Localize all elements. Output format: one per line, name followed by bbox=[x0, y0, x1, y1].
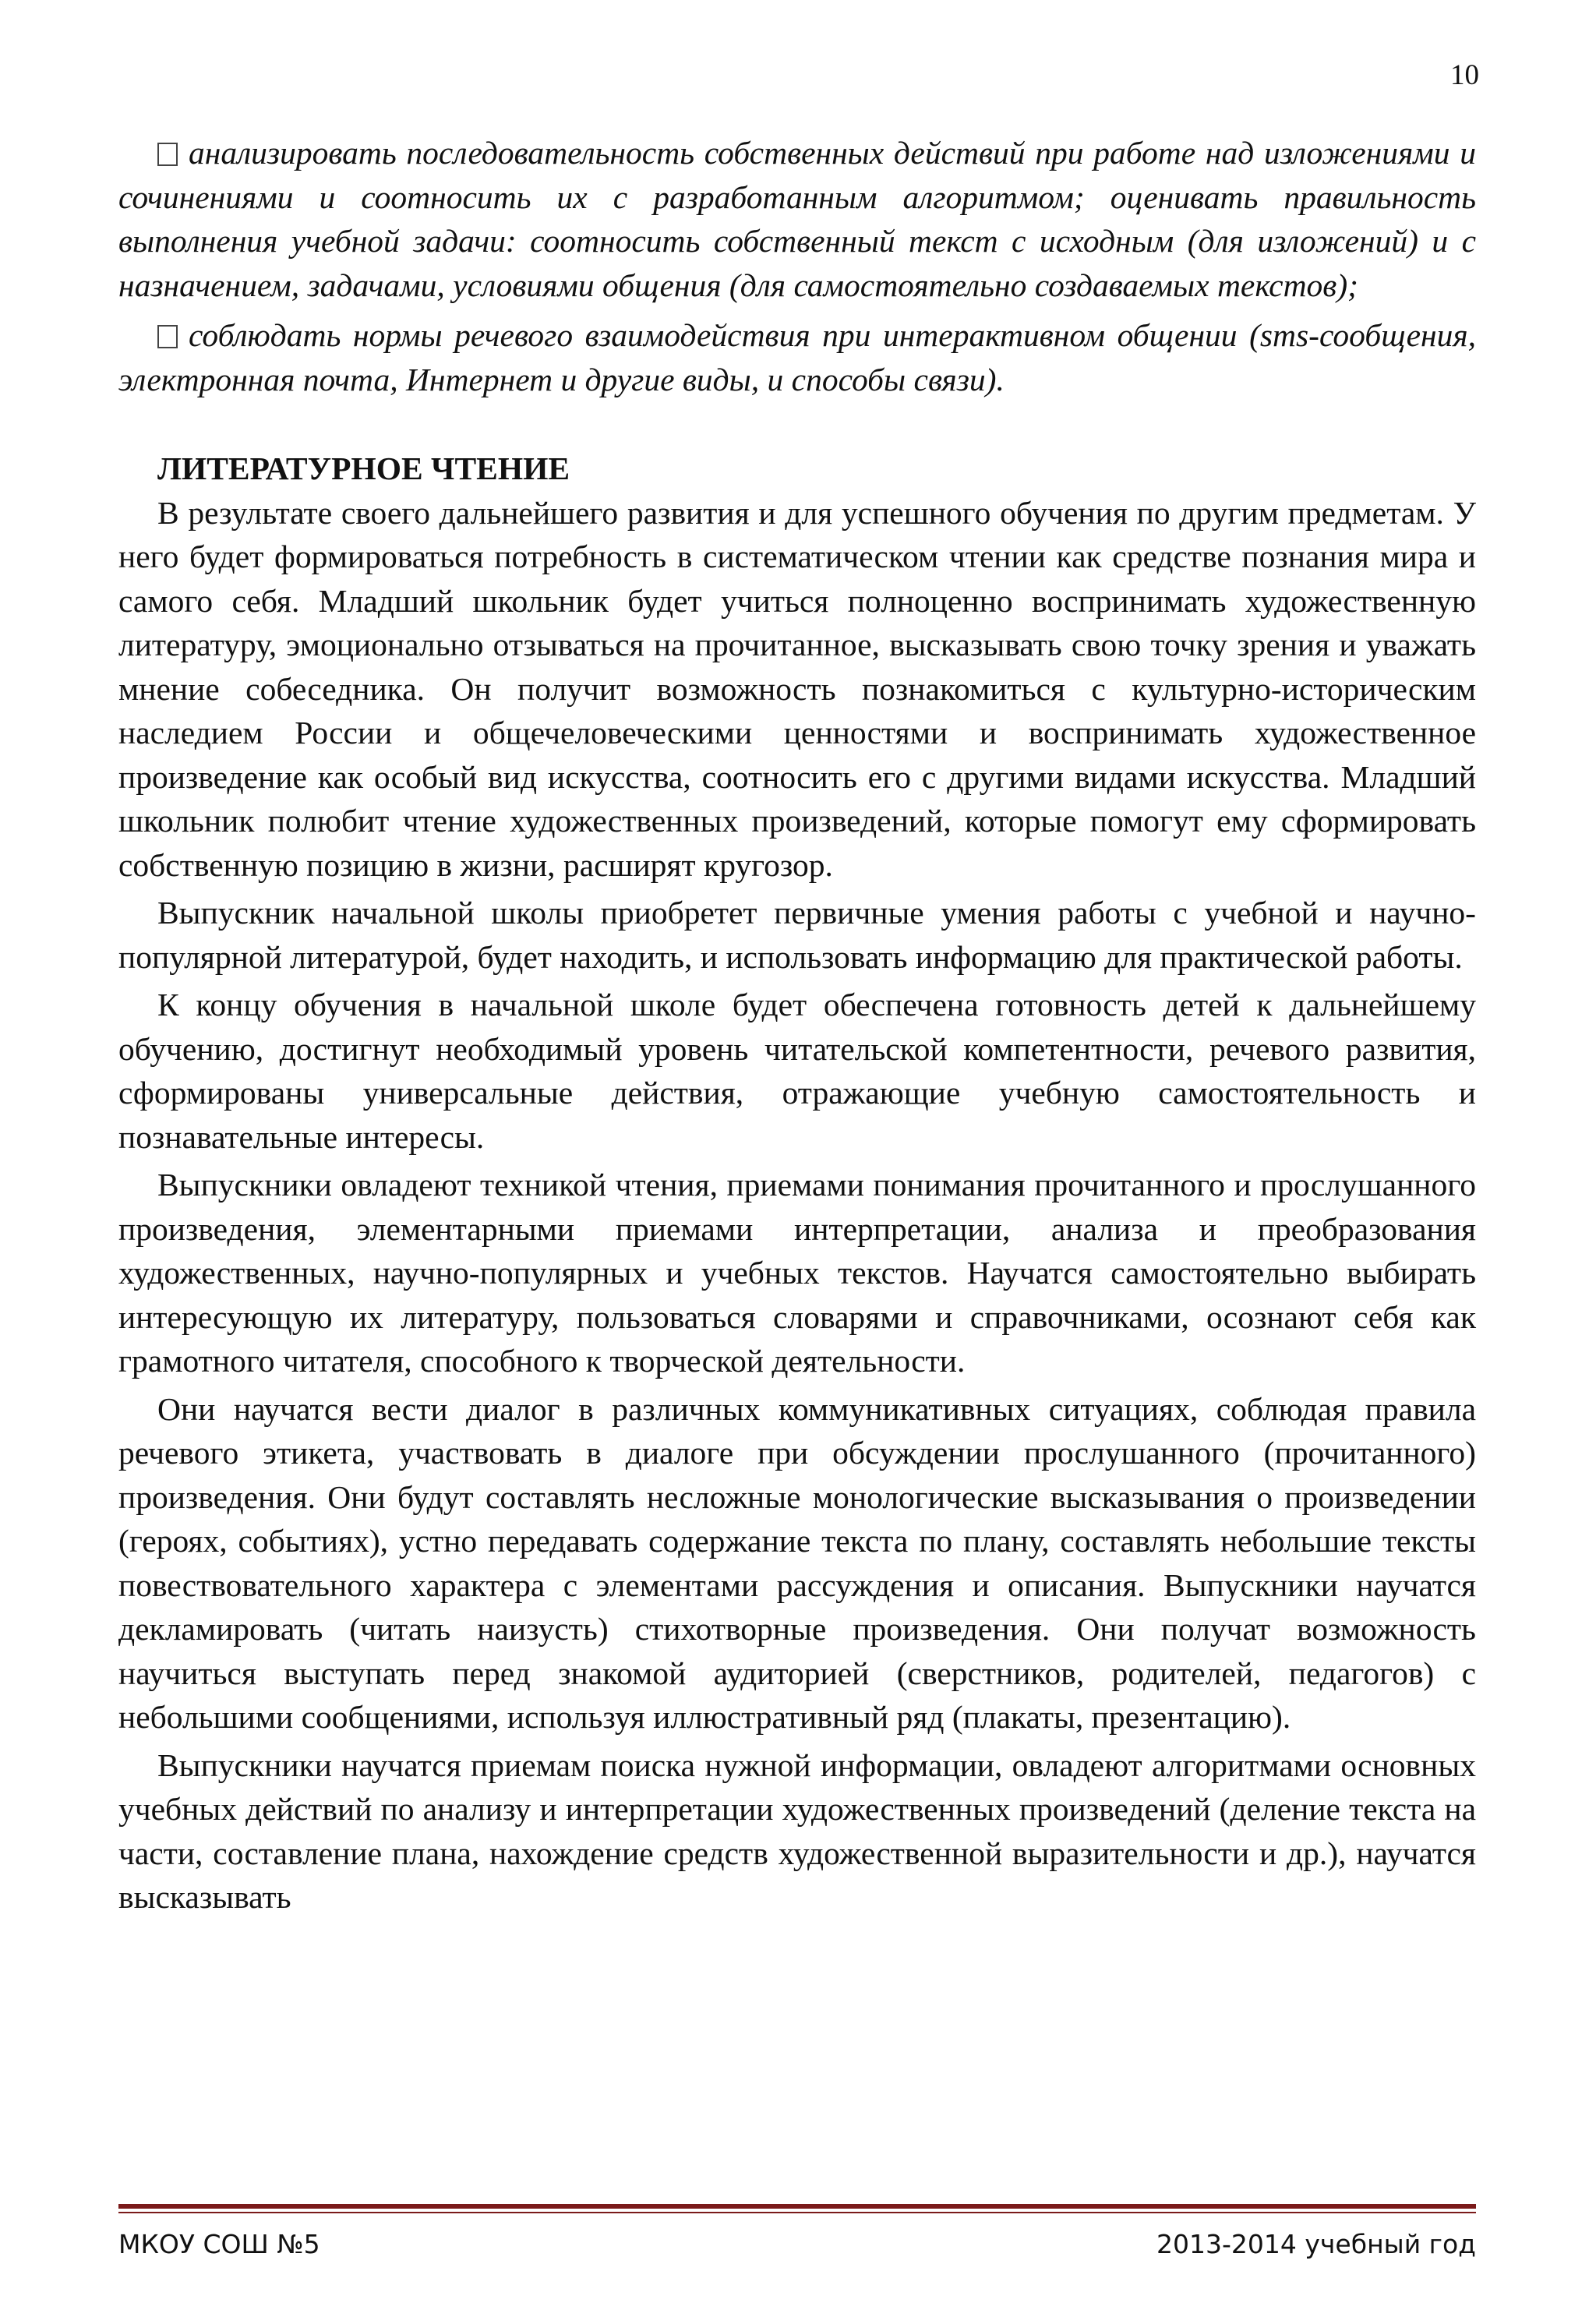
page-content bbox=[118, 131, 1476, 1923]
bullet-box-icon bbox=[157, 143, 178, 166]
footer-school: МКОУ СОШ №5 bbox=[118, 2229, 320, 2259]
paragraph: Выпускник начальной школы приобретет первичные умения работы с учебной и научно-популярной литературой, будет находить, и использовать информацию для практической работы. bbox=[118, 895, 1476, 975]
paragraph: Они научатся вести диалог в различных коммуникативных ситуациях, соблюдая правила речевого этикета, участвовать в диалоге при обсуждении прослушанного (прочитанного) произведения. Они будут составлять несложные монологические высказывания о произведении (героях, событиях), устно передавать содержание текста по плану, составлять небольшие тексты повествовательного характера с элементами рассуждения и описания. Выпускники научатся декламировать (читать наизусть) стихотворные произведения. Они получат возможность научиться выступать перед знакомой аудиторией (сверстников, родителей, педагогов) с небольшими сообщениями, используя иллюстративный ряд (плакаты, презентацию). bbox=[118, 1390, 1476, 1735]
footer-year: 2013-2014 учебный год bbox=[1156, 2229, 1476, 2259]
paragraph: К концу обучения в начальной школе будет обеспечена готовность детей к дальнейшему обучению, достигнут необходимый уровень читательской компетентности, речевого развития, сформированы универсальные действия, отражающие учебную самостоятельность и познавательные интересы. bbox=[118, 987, 1476, 1155]
footer-divider bbox=[118, 2204, 1476, 2209]
section-title: ЛИТЕРАТУРНОЕ ЧТЕНИЕ bbox=[157, 450, 570, 486]
bullet-item bbox=[118, 131, 1476, 307]
bullet-text: анализировать последовательность собственных действий при работе над изложениями и сочинениями и соотносить их с разработанным алгоритмом; оценивать правильность выполнения учебной задачи: соотносить собственный текст с исходным (для изложений) и с назначением, задачами, условиями общения (для самостоятельно создаваемых текстов); bbox=[118, 135, 1476, 303]
footer-divider-thin bbox=[118, 2212, 1476, 2213]
bullet-item bbox=[118, 313, 1476, 401]
bullet-text: соблюдать нормы речевого взаимодействия при интерактивном общении (sms-сообщения, электронная почта, Интернет и другие виды, и способы связи). bbox=[118, 317, 1476, 397]
paragraph: В результате своего дальнейшего развития и для успешного обучения по другим предметам. У него будет формироваться потребность в систематическом чтении как средстве познания мира и самого себя. Младший школьник будет учиться полноценно воспринимать художественную литературу, эмоционально отзываться на прочитанное, высказывать свою точку зрения и уважать мнение собеседника. Он получит возможность познакомиться с культурно-историческим наследием России и общечеловеческими ценностями и воспринимать художественное произведение как особый вид искусства, соотносить его с другими видами искусства. Младший школьник полюбит чтение художественных произведений, которые помогут ему сформировать собственную позицию в жизни, расширят кругозор. bbox=[118, 494, 1476, 883]
paragraph: Выпускники овладеют техникой чтения, приемами понимания прочитанного и прослушанного произведения, элементарными приемами интерпретации, анализа и преобразования художественных, научно-популярных и учебных текстов. Научатся самостоятельно выбирать интересующую их литературу, пользоваться словарями и справочниками, осознают себя как грамотного читателя, способного к творческой деятельности. bbox=[118, 1167, 1476, 1379]
bullet-list bbox=[118, 131, 1476, 401]
bullet-box-icon bbox=[157, 325, 178, 348]
body-text bbox=[118, 491, 1476, 1920]
paragraph: Выпускники научатся приемам поиска нужной информации, овладеют алгоритмами основных учебных действий по анализу и интерпретации художественных произведений (деление текста на части, составление плана, нахождение средств художественной выразительности и др.), научатся высказывать bbox=[118, 1747, 1476, 1915]
page-number: 10 bbox=[1450, 59, 1479, 91]
